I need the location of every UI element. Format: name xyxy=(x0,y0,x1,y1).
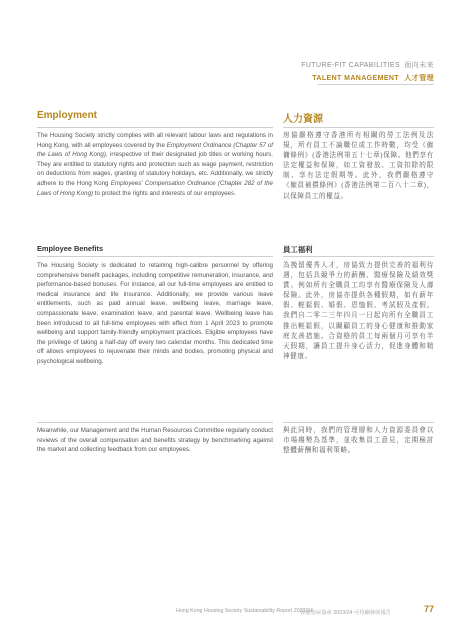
footer-report-en: Hong Kong Housing Society Sustainability Report 2023/24 xyxy=(176,608,313,614)
employment-body-en xyxy=(37,131,273,198)
employment-text-3: to protect the rights and interests of our employees. xyxy=(93,189,236,197)
benefits-divider-zh xyxy=(283,256,434,257)
benefits-title-zh: 員工福利 xyxy=(283,245,313,254)
header-divider xyxy=(318,84,434,85)
subsection-zh: 人才管理 xyxy=(404,75,434,82)
employment-divider-zh xyxy=(283,127,434,128)
section-breadcrumb xyxy=(301,60,434,70)
benefits-body-zh: 為挽留優秀人才，房協致力提供完善的福利待遇，包括具競爭力的薪酬、醫療保險及績效獎賞。例如所有全職員工均享有醫療保險及人壽保險。此外，房協亦提供各種假期，如有薪年假、輕鬆假、婚假、恩恤假、考試假及產假。我們自二零二三年四月一日起向所有全職員工推出輕鬆假，以關顧員工的身心健康和推動家庭友善措施。合資格的員工每兩個月可享有半天假期，讓員工提升身心活力，促進身體和精神健康。 xyxy=(283,262,434,360)
footer-report-zh: 香港房屋協會 2023/24 可持續發展報告 xyxy=(300,610,391,616)
section-zh: 面向未來 xyxy=(404,62,434,69)
compensation-ordinance-ref: Employees' Compensation Ordinance (Chapter 282 of the Laws of Hong Kong) xyxy=(37,179,273,197)
subsection-breadcrumb xyxy=(312,73,434,83)
review-divider-zh xyxy=(283,422,434,423)
employment-title-en: Employment xyxy=(37,110,98,121)
review-body-en: Meanwhile, our Management and the Human Resources Committee regularly conduct reviews of the overall compensation and benefits strategy by benchmarking against the market and collecting feedback from our employees. xyxy=(37,427,273,454)
employment-body-zh: 房協嚴格遵守香港所有相關的勞工法例及法規，所有員工不論職位或工作時數，均受《僱傭條例》(香港法例第五十七章)保障。他們享有法定權益和保障，如工資發放、工資扣除的限制、享有法定假期等。此外，我們嚴格遵守《僱員補償條例》(香港法例第二百八十二章)，以保障員工的權益。 xyxy=(283,132,434,200)
page-number: 77 xyxy=(423,604,434,614)
review-divider-en xyxy=(37,422,273,423)
employment-divider-en xyxy=(37,127,273,128)
benefits-body-en: The Housing Society is dedicated to retaining high-calibre personnel by offering comprehensive benefit packages, including competitive remuneration, insurance, and performance-based bonuses. For instance, all our full-time employees are entitled to medical insurance and life insurance. Additionally, we provide various leave entitlements, such as paid annual leave, wellbeing leave, marriage leave, compassionate leave, examination leave, and parental leave. Wellbeing leave has been introduced to all full-time employees with effect from 1 April 2023 to promote wellbeing and support family-friendly employment practices. Eligible employees have the privilege of taking a half-day off every two calendar months. This dedicated time off allows employees to rejuvenate their minds and bodies, promoting physical and psychological wellbeing. xyxy=(37,262,273,365)
review-body-zh: 與此同時，我們的管理層和人力資源委員會以市場趨勢為基準，並收集員工意見，定期檢討整體薪酬和福利策略。 xyxy=(283,427,434,455)
section-en: FUTURE-FIT CAPABILITIES xyxy=(301,62,401,69)
subsection-en: TALENT MANAGEMENT xyxy=(312,75,400,82)
employment-title-zh: 人力資源 xyxy=(283,114,323,125)
employment-ordinance-ref: Employment Ordinance (Chapter 57 of the Laws of Hong Kong) xyxy=(37,141,273,159)
employment-text-2: , irrespective of their designated job titles or working hours. They are entitled to statutory rights and protection such as wage payment, restriction on deductions from wages, granting of statutory holidays, etc. Additionally, we strictly adhere to the Hong Kong xyxy=(37,151,273,187)
employment-text-1: The Housing Society strictly complies with all relevant labour laws and regulations in Hong Kong, with all employees covered by the xyxy=(37,132,273,149)
benefits-title-en: Employee Benefits xyxy=(37,244,104,253)
benefits-divider-en xyxy=(37,256,273,257)
